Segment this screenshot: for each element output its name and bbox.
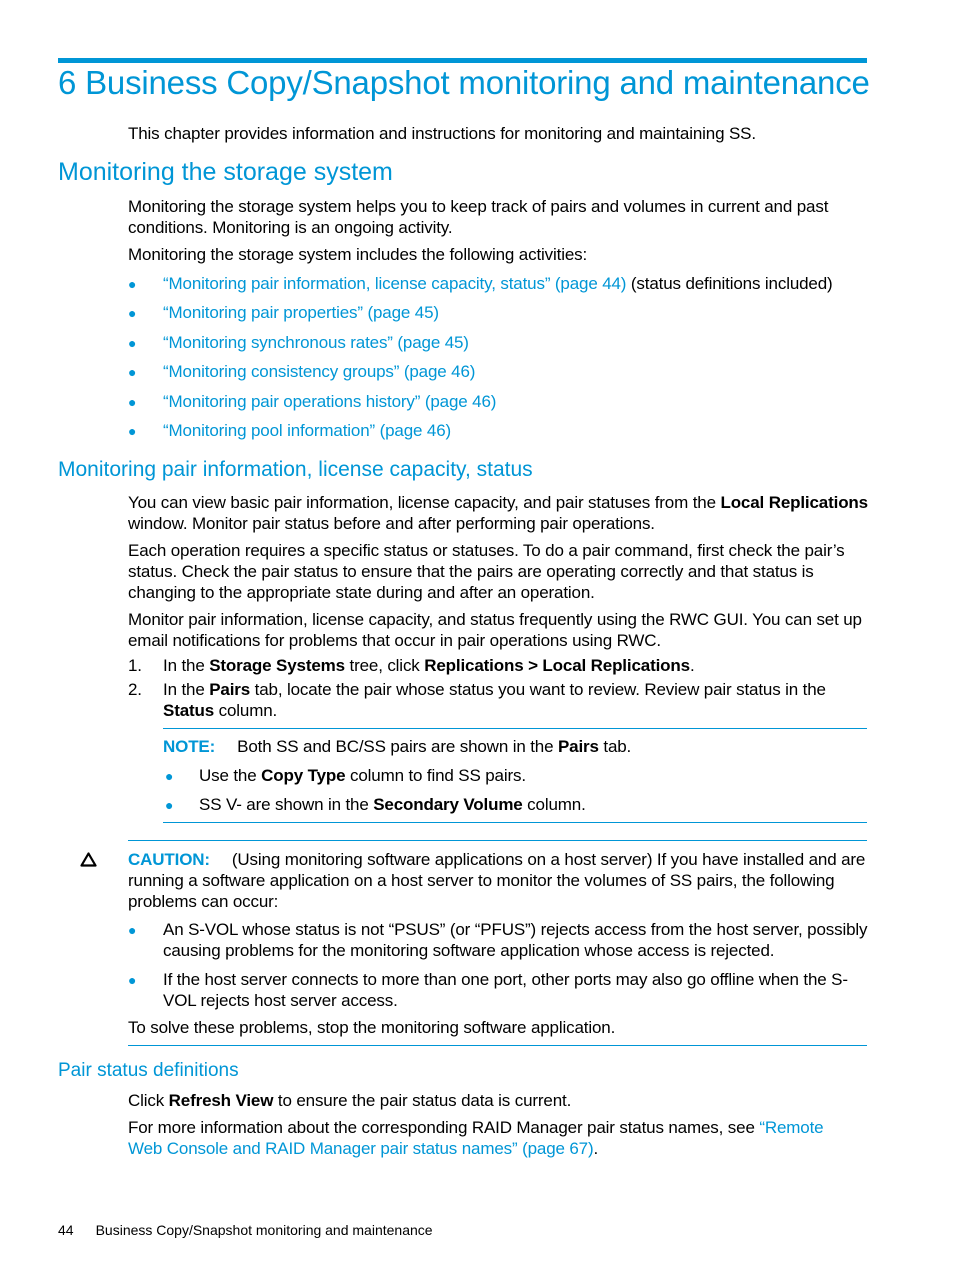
footer-title: Business Copy/Snapshot monitoring and maintenance <box>95 1222 433 1238</box>
list-item <box>163 273 833 294</box>
ui-term-copy-type: Copy Type <box>261 766 346 785</box>
section-heading-monitoring: Monitoring the storage system <box>58 158 393 186</box>
list-item <box>163 302 439 323</box>
text-run: . <box>689 656 695 675</box>
text-run: . <box>593 1139 599 1158</box>
bullet-icon: ● <box>165 797 174 813</box>
list-item <box>163 391 496 412</box>
bullet-icon: ● <box>128 364 137 380</box>
activity-link-2[interactable]: “Monitoring pair properties” (page 45) <box>163 303 439 322</box>
text-run: window. Monitor pair status before and after performing pair operations. <box>128 514 655 533</box>
note-label: NOTE: <box>163 737 216 756</box>
text-run: tab, locate the pair whose status you want to review. Review pair status in the <box>250 680 826 699</box>
pairinfo-paragraph-2: Each operation requires a specific status or statuses. To do a pair command, first check the pair’s status. Check the pair status to ensure that the pairs are operating correctly and that status is changing to the appropriate state during and after an operation. <box>128 541 845 602</box>
bullet-icon: ● <box>128 335 137 351</box>
note-bullet-1 <box>199 765 526 786</box>
ui-term-replications-path: Replications > Local Replications <box>424 656 690 675</box>
raid-manager-status-link[interactable]: “Remote Web Console and RAID Manager pair status names” (page 67) <box>128 1118 824 1158</box>
step-number-1: 1. <box>128 656 142 675</box>
activity-link-5[interactable]: “Monitoring pair operations history” (page 46) <box>163 392 497 411</box>
chapter-title: 6 Business Copy/Snapshot monitoring and maintenance <box>58 64 870 101</box>
bullet-icon: ● <box>128 394 137 410</box>
caution-bullet-2: If the host server connects to more than one port, other ports may also go offline when the S-VOL rejects host server access. <box>163 970 848 1010</box>
bullet-icon: ● <box>165 768 174 784</box>
step-2 <box>163 679 863 721</box>
ui-term-refresh-view: Refresh View <box>168 1091 274 1110</box>
section-heading-status-defs: Pair status definitions <box>58 1060 239 1081</box>
caution-bottom-rule <box>128 1045 867 1046</box>
text-run: In the <box>163 656 210 675</box>
text-run: You can view basic pair information, license capacity, and pair statuses from the <box>128 493 721 512</box>
bullet-icon: ● <box>128 922 137 938</box>
list-item <box>163 361 475 382</box>
step-1 <box>163 655 695 676</box>
monitoring-paragraph-1: Monitoring the storage system helps you to keep track of pairs and volumes in current and past conditions. Monitoring is an ongoing activity. <box>128 197 829 237</box>
ui-term-pairs: Pairs <box>557 737 599 756</box>
caution-paragraph <box>128 849 870 912</box>
text-run: Click <box>128 1091 169 1110</box>
page-footer <box>58 1222 433 1238</box>
ui-term-pairs: Pairs <box>209 680 251 699</box>
chapter-intro: This chapter provides information and instructions for monitoring and maintaining SS. <box>128 124 756 143</box>
caution-label: CAUTION: <box>128 850 210 869</box>
text-run: (Using monitoring software applications on a host server) If you have installed and are running a software application on a host server to monitor the volumes of SS pairs, the following problems can occur: <box>128 850 866 911</box>
bullet-icon: ● <box>128 972 137 988</box>
bullet-icon: ● <box>128 305 137 321</box>
activity-link-6[interactable]: “Monitoring pool information” (page 46) <box>163 421 452 440</box>
activity-link-4[interactable]: “Monitoring consistency groups” (page 46) <box>163 362 476 381</box>
note-line <box>163 736 631 757</box>
chapter-top-rule <box>58 58 867 63</box>
text-run: tab. <box>598 737 632 756</box>
bullet-icon: ● <box>128 423 137 439</box>
pairinfo-paragraph-3: Monitor pair information, license capacity, and status frequently using the RWC GUI. You can set up email notifications for problems that occur in pair operations using RWC. <box>128 610 862 650</box>
text-run: In the <box>163 680 210 699</box>
activity-suffix-1: (status definitions included) <box>626 274 833 293</box>
note-top-rule <box>163 728 867 729</box>
step-number-2: 2. <box>128 680 142 699</box>
ui-term-storage-systems: Storage Systems <box>209 656 345 675</box>
ui-term-status: Status <box>163 701 215 720</box>
text-run: column. <box>522 795 586 814</box>
note-bullet-2 <box>199 794 586 815</box>
activity-link-1[interactable]: “Monitoring pair information, license capacity, status” (page 44) <box>163 274 627 293</box>
text-run: column to find SS pairs. <box>345 766 526 785</box>
ui-term-local-replications: Local Replications <box>720 493 868 512</box>
page-number: 44 <box>58 1222 74 1238</box>
text-run: SS V- are shown in the <box>199 795 374 814</box>
caution-top-rule <box>128 840 867 841</box>
monitoring-paragraph-2: Monitoring the storage system includes the following activities: <box>128 245 588 264</box>
note-bottom-rule <box>163 822 867 823</box>
text-run: tree, click <box>344 656 425 675</box>
text-run: Use the <box>199 766 262 785</box>
text-run: to ensure the pair status data is current. <box>273 1091 572 1110</box>
activity-link-3[interactable]: “Monitoring synchronous rates” (page 45) <box>163 333 469 352</box>
statusdefs-paragraph-2 <box>128 1117 858 1159</box>
caution-bullet-1: An S-VOL whose status is not “PSUS” (or “PFUS”) rejects access from the host server, possibly causing problems for the monitoring software application whose access is rejected. <box>163 920 868 960</box>
ui-term-secondary-volume: Secondary Volume <box>373 795 523 814</box>
caution-conclusion: To solve these problems, stop the monitoring software application. <box>128 1018 616 1037</box>
section-heading-pair-info: Monitoring pair information, license capacity, status <box>58 458 533 481</box>
text-run: column. <box>214 701 278 720</box>
caution-triangle-icon <box>80 852 97 867</box>
list-item <box>163 332 469 353</box>
text-run: Both SS and BC/SS pairs are shown in the <box>237 737 558 756</box>
statusdefs-paragraph-1 <box>128 1090 571 1111</box>
pairinfo-paragraph-1 <box>128 492 873 534</box>
bullet-icon: ● <box>128 276 137 292</box>
list-item <box>163 420 451 441</box>
text-run: For more information about the corresponding RAID Manager pair status names, see <box>128 1118 760 1137</box>
